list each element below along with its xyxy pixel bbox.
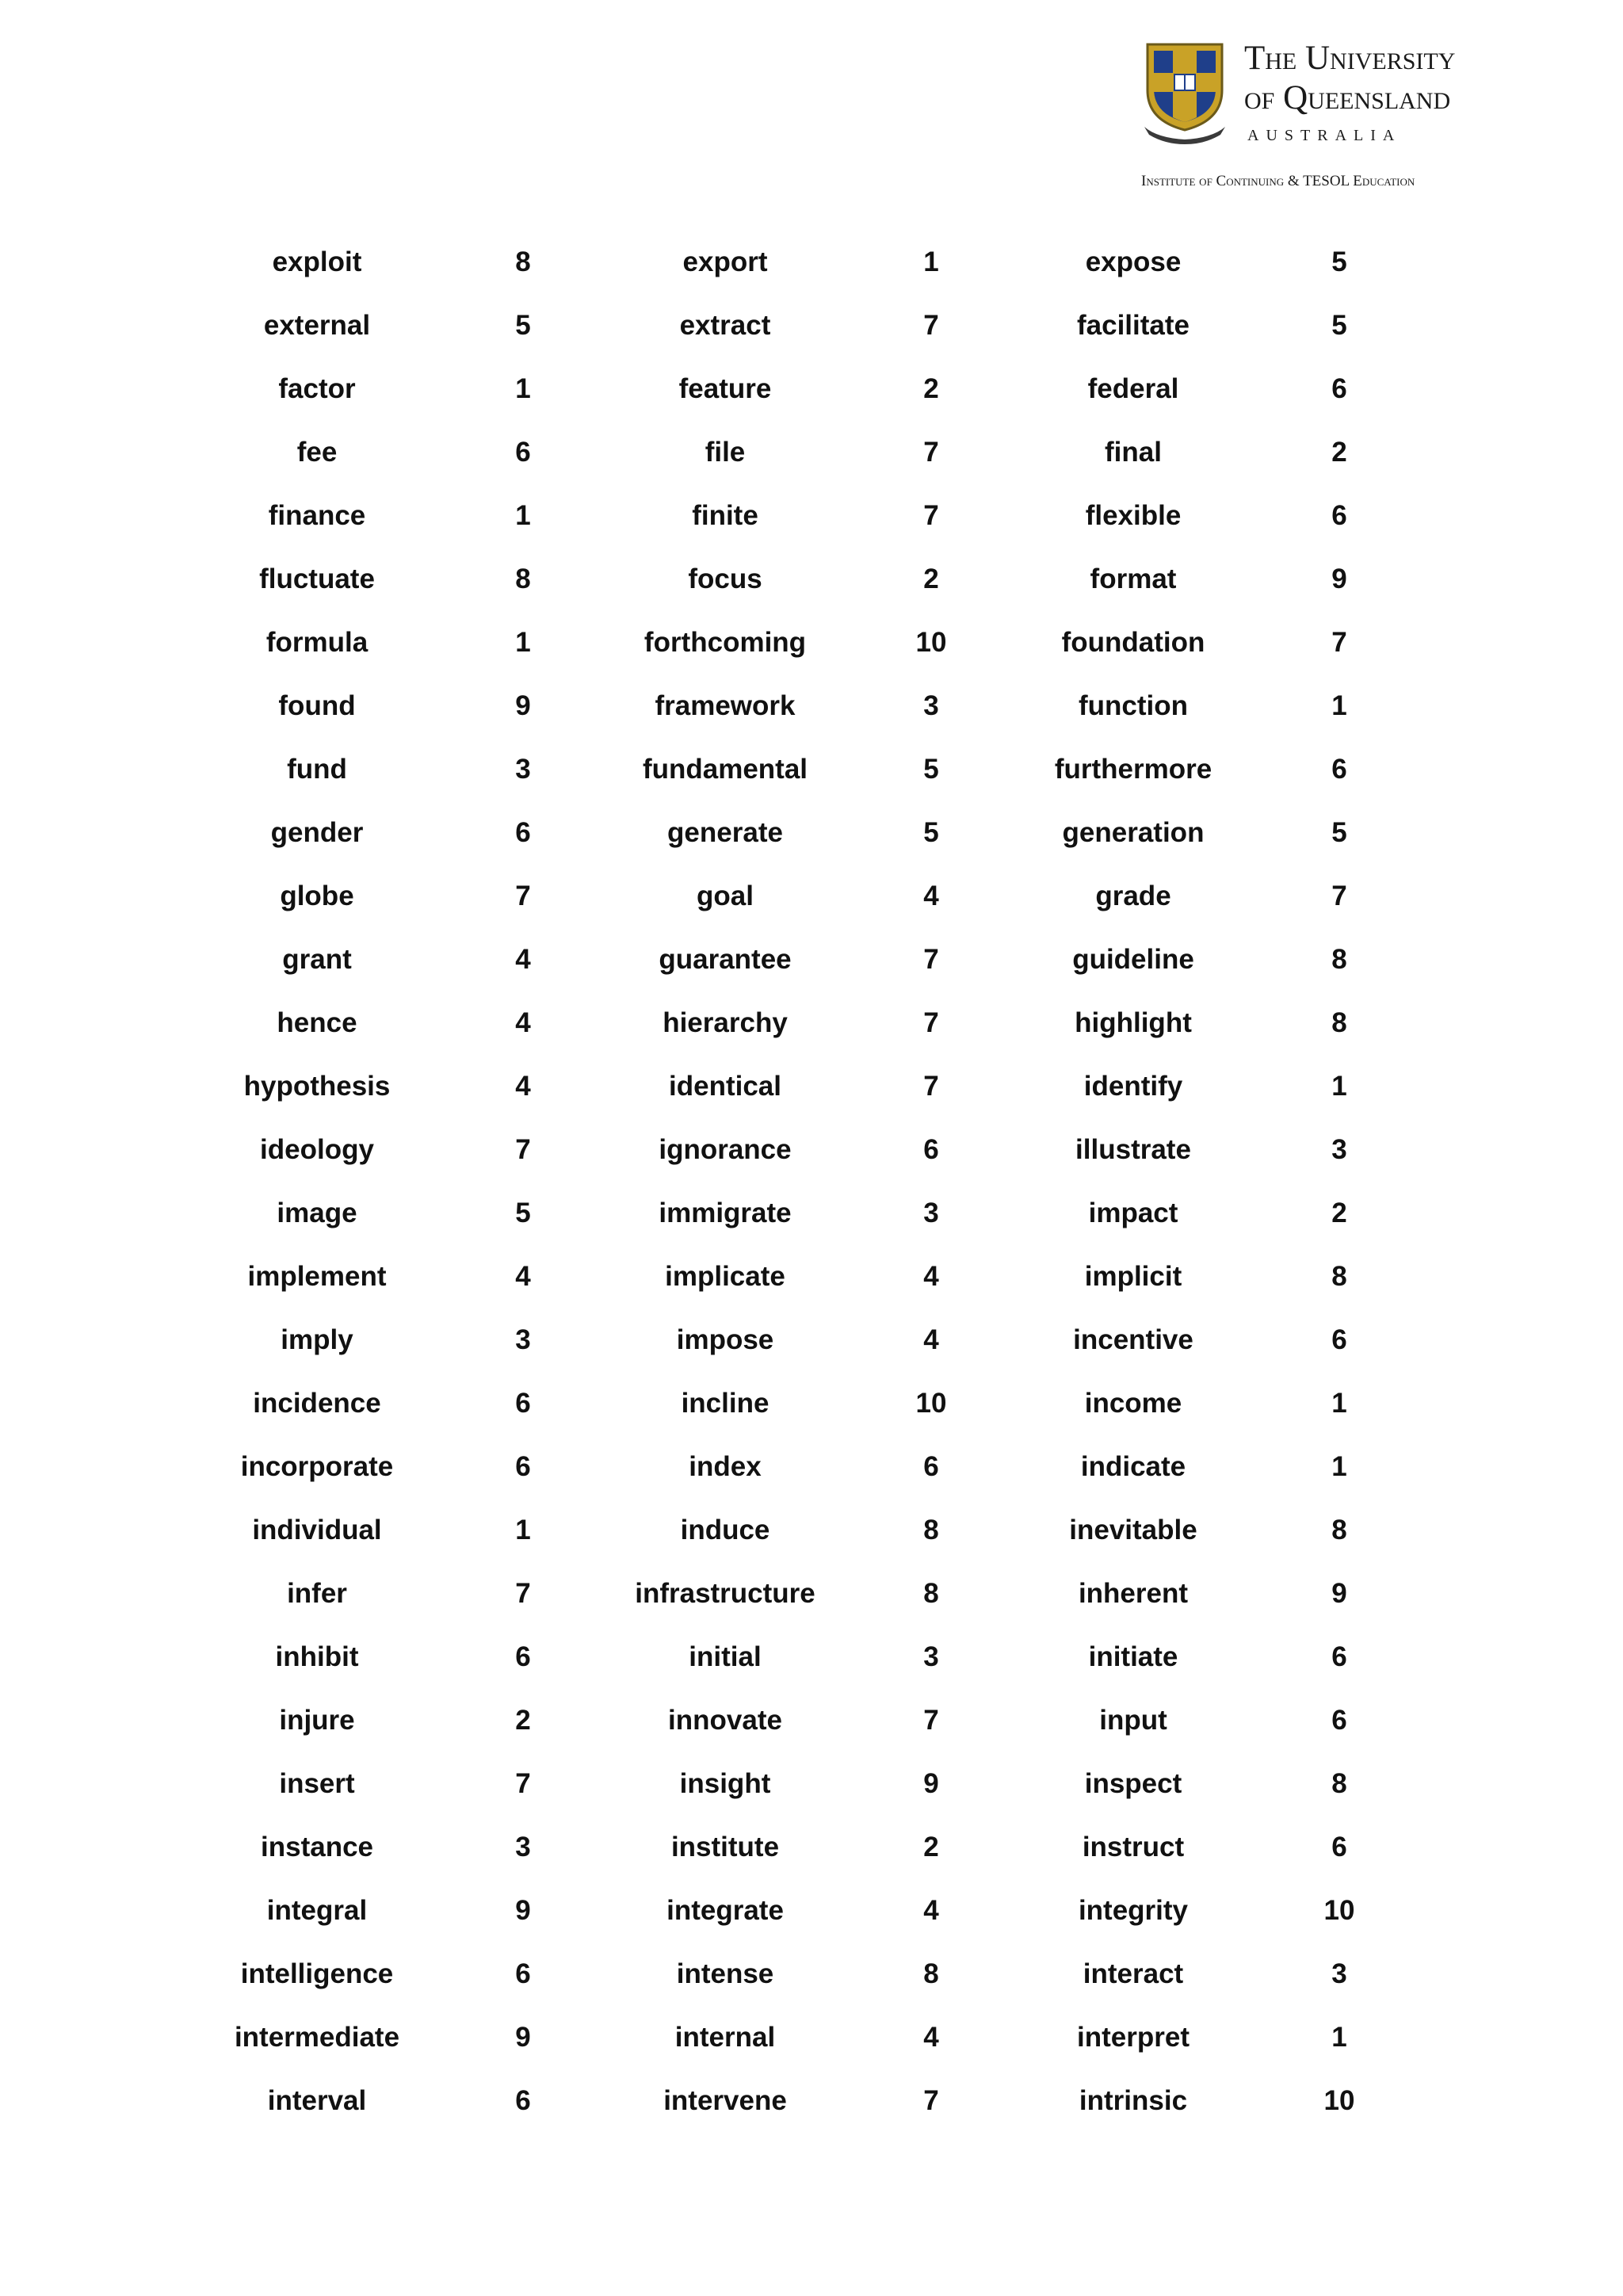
sublist-number-cell: 7 — [923, 1705, 939, 1736]
word-cell: intelligence — [240, 1958, 394, 1989]
sublist-number-cell: 1 — [1331, 1388, 1347, 1419]
sublist-number-cell: 1 — [515, 1515, 531, 1545]
sublist-number-cell: 7 — [1331, 627, 1347, 658]
word-cell: infrastructure — [635, 1578, 815, 1609]
word-row — [0, 1055, 1623, 1118]
word-cell: framework — [655, 690, 796, 721]
word-cell: incline — [681, 1388, 769, 1419]
word-cell: export — [682, 246, 768, 277]
word-cell: initiate — [1088, 1641, 1178, 1672]
sublist-number-cell: 8 — [923, 1578, 939, 1609]
word-cell: implicate — [665, 1261, 785, 1292]
sublist-number-cell: 6 — [1331, 754, 1347, 785]
word-cell: fee — [296, 437, 338, 468]
word-cell: fundamental — [642, 754, 808, 785]
sublist-number-cell: 3 — [1331, 1134, 1347, 1165]
word-row — [0, 674, 1623, 738]
sublist-number-cell: 4 — [923, 881, 939, 911]
word-cell: format — [1090, 563, 1177, 594]
word-row — [0, 1689, 1623, 1752]
word-cell: injure — [279, 1705, 355, 1736]
sublist-number-cell: 8 — [1331, 1261, 1347, 1292]
sublist-number-cell: 2 — [923, 373, 939, 404]
sublist-number-cell: 3 — [923, 690, 939, 721]
word-row — [0, 2069, 1623, 2133]
word-cell: formula — [265, 627, 369, 658]
university-header — [1141, 41, 1522, 192]
sublist-number-cell: 3 — [515, 1832, 531, 1862]
sublist-number-cell: 6 — [1331, 1324, 1347, 1355]
word-cell: function — [1078, 690, 1189, 721]
sublist-number-cell: 9 — [515, 1895, 531, 1926]
sublist-number-cell: 4 — [923, 2022, 939, 2053]
sublist-number-cell: 6 — [1331, 1705, 1347, 1736]
sublist-number-cell: 6 — [1331, 500, 1347, 531]
sublist-number-cell: 7 — [515, 881, 531, 911]
sublist-number-cell: 6 — [515, 1958, 531, 1989]
sublist-number-cell: 1 — [515, 500, 531, 531]
word-cell: instruct — [1082, 1832, 1185, 1862]
word-row — [0, 1816, 1623, 1879]
word-cell: interact — [1083, 1958, 1184, 1989]
word-cell: inspect — [1084, 1768, 1182, 1799]
word-cell: innovate — [668, 1705, 782, 1736]
word-cell: indicate — [1080, 1451, 1186, 1482]
sublist-number-cell: 4 — [515, 944, 531, 975]
word-cell: facilitate — [1077, 310, 1190, 341]
university-name-line-1: The University — [1244, 40, 1456, 77]
university-name — [1244, 41, 1455, 120]
word-cell: exploit — [272, 246, 362, 277]
word-cell: impact — [1088, 1198, 1178, 1228]
word-cell: fluctuate — [259, 563, 375, 594]
word-row — [0, 1118, 1623, 1182]
word-cell: hence — [277, 1007, 357, 1038]
word-cell: interval — [267, 2085, 367, 2116]
sublist-number-cell: 2 — [1331, 437, 1347, 468]
word-cell: fund — [287, 754, 347, 785]
word-cell: institute — [670, 1832, 780, 1862]
sublist-number-cell: 7 — [923, 437, 939, 468]
sublist-number-cell: 6 — [923, 1134, 939, 1165]
sublist-number-cell: 6 — [1331, 1641, 1347, 1672]
word-row — [0, 1372, 1623, 1435]
word-cell: federal — [1087, 373, 1179, 404]
sublist-number-cell: 1 — [923, 246, 939, 277]
sublist-number-cell: 7 — [923, 1071, 939, 1102]
word-cell: intrinsic — [1079, 2085, 1188, 2116]
word-cell: illustrate — [1075, 1134, 1191, 1165]
word-row — [0, 1182, 1623, 1245]
word-cell: induce — [680, 1515, 770, 1545]
word-cell: input — [1099, 1705, 1167, 1736]
sublist-number-cell: 5 — [1331, 246, 1347, 277]
university-name-line-2: of Queensland — [1244, 79, 1451, 117]
word-row — [0, 738, 1623, 801]
word-row — [0, 357, 1623, 421]
sublist-number-cell: 8 — [923, 1958, 939, 1989]
word-cell: gender — [270, 817, 364, 848]
university-country: AUSTRALIA — [1247, 127, 1402, 144]
sublist-number-cell: 4 — [515, 1261, 531, 1292]
word-cell: inhibit — [275, 1641, 359, 1672]
word-row — [0, 1879, 1623, 1943]
word-row — [0, 991, 1623, 1055]
word-cell: initial — [689, 1641, 762, 1672]
word-row — [0, 421, 1623, 484]
sublist-number-cell: 1 — [1331, 690, 1347, 721]
sublist-number-cell: 10 — [1323, 1895, 1355, 1926]
word-cell: index — [689, 1451, 762, 1482]
sublist-number-cell: 6 — [515, 437, 531, 468]
sublist-number-cell: 7 — [515, 1578, 531, 1609]
word-row — [0, 1943, 1623, 2006]
word-cell: generation — [1062, 817, 1205, 848]
word-cell: imply — [281, 1324, 353, 1355]
sublist-number-cell: 5 — [515, 310, 531, 341]
sublist-number-cell: 9 — [923, 1768, 939, 1799]
sublist-number-cell: 7 — [515, 1134, 531, 1165]
sublist-number-cell: 6 — [923, 1451, 939, 1482]
word-cell: internal — [674, 2022, 776, 2053]
word-row — [0, 928, 1623, 991]
word-cell: file — [705, 437, 746, 468]
word-cell: implicit — [1084, 1261, 1182, 1292]
word-cell: focus — [688, 563, 762, 594]
sublist-number-cell: 3 — [1331, 1958, 1347, 1989]
word-cell: insert — [279, 1768, 355, 1799]
word-row — [0, 1308, 1623, 1372]
word-cell: furthermore — [1054, 754, 1212, 785]
word-cell: goal — [697, 881, 754, 911]
word-cell: foundation — [1061, 627, 1205, 658]
word-cell: inevitable — [1069, 1515, 1197, 1545]
word-cell: hypothesis — [243, 1071, 391, 1102]
word-cell: external — [263, 310, 371, 341]
word-cell: identify — [1083, 1071, 1183, 1102]
word-cell: forthcoming — [643, 627, 807, 658]
word-row — [0, 801, 1623, 865]
sublist-number-cell: 2 — [515, 1705, 531, 1736]
word-row — [0, 1562, 1623, 1626]
sublist-number-cell: 1 — [1331, 1451, 1347, 1482]
word-cell: integral — [266, 1895, 368, 1926]
sublist-number-cell: 7 — [923, 310, 939, 341]
word-cell: highlight — [1075, 1007, 1192, 1038]
sublist-number-cell: 3 — [515, 754, 531, 785]
sublist-number-cell: 7 — [923, 500, 939, 531]
sublist-number-cell: 9 — [1331, 563, 1347, 594]
word-cell: insight — [679, 1768, 771, 1799]
word-cell: individual — [252, 1515, 382, 1545]
word-cell: finance — [268, 500, 366, 531]
word-row — [0, 1435, 1623, 1499]
word-cell: generate — [667, 817, 783, 848]
word-cell: image — [277, 1198, 357, 1228]
word-row — [0, 1245, 1623, 1308]
word-row — [0, 2006, 1623, 2069]
sublist-number-cell: 3 — [515, 1324, 531, 1355]
sublist-number-cell: 1 — [1331, 1071, 1347, 1102]
word-row — [0, 294, 1623, 357]
sublist-number-cell: 10 — [1323, 2085, 1355, 2116]
sublist-number-cell: 7 — [515, 1768, 531, 1799]
word-cell: ignorance — [659, 1134, 792, 1165]
sublist-number-cell: 7 — [1331, 881, 1347, 911]
sublist-number-cell: 1 — [515, 627, 531, 658]
word-cell: immigrate — [659, 1198, 792, 1228]
word-cell: instance — [261, 1832, 373, 1862]
sublist-number-cell: 7 — [923, 944, 939, 975]
word-row — [0, 1499, 1623, 1562]
sublist-number-cell: 8 — [515, 246, 531, 277]
sublist-number-cell: 6 — [515, 1641, 531, 1672]
word-cell: inherent — [1078, 1578, 1189, 1609]
word-cell: found — [278, 690, 356, 721]
word-cell: flexible — [1085, 500, 1182, 531]
sublist-number-cell: 1 — [515, 373, 531, 404]
sublist-number-cell: 5 — [515, 1198, 531, 1228]
word-cell: integrate — [666, 1895, 784, 1926]
word-cell: intermediate — [234, 2022, 400, 2053]
sublist-number-cell: 5 — [1331, 817, 1347, 848]
word-cell: hierarchy — [663, 1007, 788, 1038]
sublist-number-cell: 5 — [923, 754, 939, 785]
word-cell: guideline — [1072, 944, 1194, 975]
word-row — [0, 548, 1623, 611]
word-cell: feature — [678, 373, 772, 404]
institute-name: Institute of Continuing & TESOL Education — [1141, 173, 1415, 189]
sublist-number-cell: 7 — [923, 2085, 939, 2116]
sublist-number-cell: 7 — [923, 1007, 939, 1038]
word-cell: income — [1084, 1388, 1182, 1419]
word-row — [0, 611, 1623, 674]
word-cell: ideology — [260, 1134, 374, 1165]
word-row — [0, 1626, 1623, 1689]
word-cell: globe — [280, 881, 354, 911]
sublist-number-cell: 6 — [515, 1388, 531, 1419]
word-row — [0, 231, 1623, 294]
word-cell: infer — [287, 1578, 347, 1609]
sublist-number-cell: 10 — [915, 1388, 947, 1419]
sublist-number-cell: 1 — [1331, 2022, 1347, 2053]
sublist-number-cell: 3 — [923, 1641, 939, 1672]
word-cell: incentive — [1073, 1324, 1193, 1355]
word-cell: grade — [1095, 881, 1171, 911]
sublist-number-cell: 6 — [1331, 373, 1347, 404]
sublist-number-cell: 6 — [1331, 1832, 1347, 1862]
word-row — [0, 865, 1623, 928]
sublist-number-cell: 6 — [515, 1451, 531, 1482]
sublist-number-cell: 10 — [915, 627, 947, 658]
sublist-number-cell: 2 — [923, 563, 939, 594]
sublist-number-cell: 5 — [1331, 310, 1347, 341]
word-row — [0, 1752, 1623, 1816]
word-cell: final — [1105, 437, 1162, 468]
sublist-number-cell: 8 — [1331, 1768, 1347, 1799]
word-cell: finite — [692, 500, 758, 531]
sublist-number-cell: 8 — [1331, 944, 1347, 975]
sublist-number-cell: 8 — [515, 563, 531, 594]
word-cell: guarantee — [659, 944, 792, 975]
word-cell: implement — [247, 1261, 387, 1292]
sublist-number-cell: 5 — [923, 817, 939, 848]
sublist-number-cell: 8 — [923, 1515, 939, 1545]
sublist-number-cell: 9 — [515, 690, 531, 721]
sublist-number-cell: 4 — [923, 1261, 939, 1292]
word-list-table — [0, 231, 1623, 2133]
sublist-number-cell: 4 — [515, 1071, 531, 1102]
word-cell: incidence — [253, 1388, 381, 1419]
sublist-number-cell: 6 — [515, 817, 531, 848]
sublist-number-cell: 4 — [923, 1895, 939, 1926]
word-cell: grant — [282, 944, 352, 975]
sublist-number-cell: 8 — [1331, 1007, 1347, 1038]
sublist-number-cell: 8 — [1331, 1515, 1347, 1545]
word-cell: factor — [278, 373, 356, 404]
word-cell: expose — [1085, 246, 1182, 277]
sublist-number-cell: 4 — [515, 1007, 531, 1038]
word-cell: impose — [676, 1324, 774, 1355]
sublist-number-cell: 2 — [923, 1832, 939, 1862]
word-cell: identical — [669, 1071, 781, 1102]
word-cell: intervene — [663, 2085, 787, 2116]
word-row — [0, 484, 1623, 548]
word-cell: intense — [676, 1958, 774, 1989]
university-crest-icon — [1141, 41, 1228, 144]
sublist-number-cell: 2 — [1331, 1198, 1347, 1228]
word-cell: integrity — [1078, 1895, 1189, 1926]
sublist-number-cell: 6 — [515, 2085, 531, 2116]
sublist-number-cell: 4 — [923, 1324, 939, 1355]
sublist-number-cell: 9 — [1331, 1578, 1347, 1609]
word-cell: extract — [679, 310, 771, 341]
sublist-number-cell: 9 — [515, 2022, 531, 2053]
sublist-number-cell: 3 — [923, 1198, 939, 1228]
word-cell: incorporate — [240, 1451, 394, 1482]
word-cell: interpret — [1077, 2022, 1190, 2053]
